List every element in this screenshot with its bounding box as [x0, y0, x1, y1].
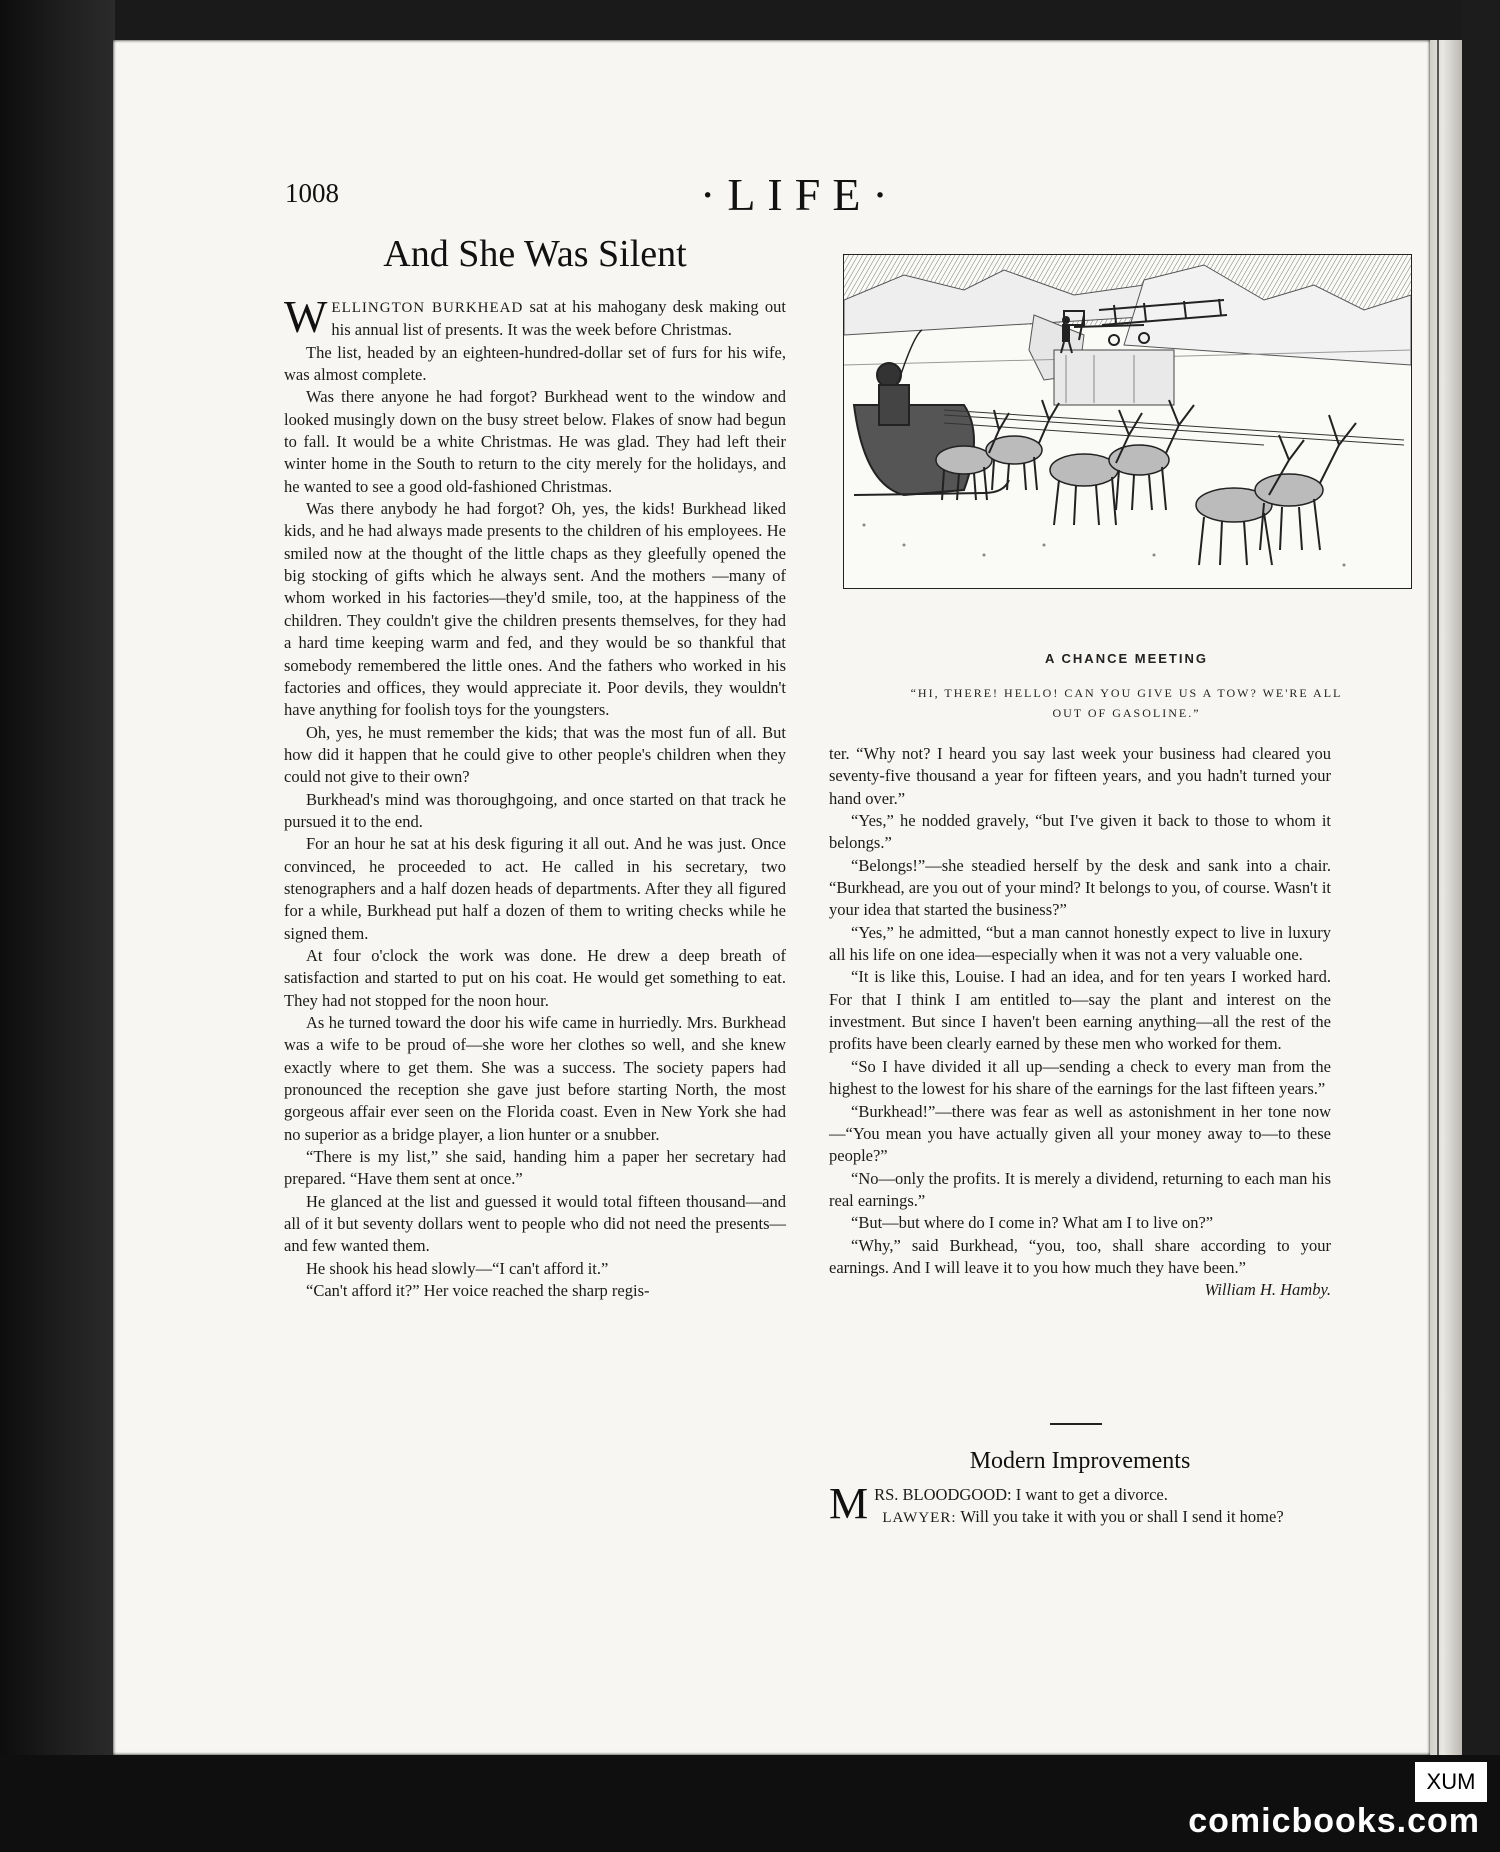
watermark-text: comicbooks.com [1188, 1802, 1480, 1840]
article-column-right [829, 743, 1331, 1302]
last-paragraph [829, 1235, 1331, 1300]
dialogue [829, 1479, 1331, 1530]
illustration-caption-text: “HI, THERE! HELLO! CAN YOU GIVE US A TOW? WE'RE ALL OUT OF GASOLINE.” [910, 686, 1343, 720]
gutter-line [1437, 40, 1439, 1755]
byline: William H. Hamby. [1204, 1280, 1331, 1300]
dialogue-line-2: Will you take it with you or shall I send it home? [956, 1507, 1284, 1527]
paragraph: At four o'clock the work was done. He drew a deep breath of satisfaction and started to put on his coat. He would get something to eat. They had not stopped for the noon hour. [284, 945, 786, 1010]
section-title: Modern Improvements [969, 1448, 1191, 1474]
paragraph: For an hour he sat at his desk figuring it all out. And he was just. Once convinced, he proceeded to act. He called in his secretary, two stenographers and a half dozen heads of departments. After they all figured for a while, Burkhead put half a dozen of them to writing checks while he signed them. [284, 834, 786, 943]
speaker-label: LAWYER: [882, 1510, 957, 1527]
paragraph: “No—only the profits. It is merely a dividend, returning to each man his real earnings.” [829, 1168, 1331, 1210]
paragraph: He glanced at the list and guessed it would total fifteen thousand—and all of it but seventy dollars went to people who did not need the presents—and few wanted them. [284, 1191, 786, 1256]
article-title: And She Was Silent [383, 233, 687, 275]
paragraph: “So I have divided it all up—sending a check to every man from the highest to the lowest for his share of the earnings for the last fifteen years.” [829, 1056, 1331, 1099]
paragraph: Was there anybody he had forgot? Oh, yes, the kids! Burkhead liked kids, and he had always made presents to the children of his employees. He smiled now at the thought of the little chaps as they gleefully opened the big stocking of gifts which he always sent. And the mothers —many of whom worked in his factories—they'd smile, too, at the happiness of the children. They couldn't give the children presents themselves, for they had a hard time keeping warm and fed, and they would be so thankful that somebody remembered the little ones. And the fathers who worked in his factories and offices, they would appreciate it. Poor devils, they wouldn't have anything for foolish toys for the youngsters. [284, 499, 786, 720]
paragraph: “Belongs!”—she steadied herself by the desk and sank into a chair. “Burkhead, are you out of your mind? It belongs to you, of course. Wasn't it your idea that started the business?” [829, 855, 1331, 920]
dialogue-line-1: RS. BLOODGOOD: I want to get a divorce. [874, 1485, 1168, 1504]
article-column-left [284, 291, 786, 1302]
scan-background-right [1462, 0, 1500, 1852]
lead-rest: sat at his mahogany desk making out his annual list of presents. It was the week before Christmas. [331, 297, 786, 340]
lead-smallcaps: ELLINGTON BURKHEAD [331, 300, 524, 316]
dropcap: M [829, 1479, 869, 1528]
paragraph: The list, headed by an eighteen-hundred-dollar set of furs for his wife, was almost complete. [284, 342, 786, 385]
page-number: 1008 [285, 178, 339, 208]
paragraph: “It is like this, Louise. I had an idea, and for ten years I worked hard. For that I think I am entitled to—say the plant and interest on the investment. But since I haven't been earning anything—all the rest of the profits have been clearly earned by these men who worked for them. [829, 967, 1331, 1054]
paragraph: “Burkhead!”—there was fear as well as astonishment in her tone now—“You mean you have actually given all your money away to—to these people?” [829, 1101, 1331, 1166]
paragraph: “There is my list,” she said, handing him a paper her secretary had prepared. “Have them sent at once.” [284, 1147, 786, 1189]
last-paragraph-text: “Why,” said Burkhead, “you, too, shall share according to your earnings. And I will leave it to you how much they have been.” [829, 1235, 1331, 1277]
illustration-reindeer-sleigh-airplane [843, 254, 1412, 589]
paragraph: “Yes,” he admitted, “but a man cannot honestly expect to live in luxury all his life on one idea—especially when it was not a very valuable one. [829, 922, 1331, 965]
watermark-box: XUM [1415, 1762, 1487, 1802]
paragraph: “Can't afford it?” Her voice reached the sharp regis- [306, 1281, 650, 1301]
paragraph: Oh, yes, he must remember the kids; that was the most fun of all. But how did it happen that he could give to other people's children when they could not give to their own? [284, 722, 786, 787]
scan-background-left [0, 0, 115, 1852]
paragraph: As he turned toward the door his wife came in hurriedly. Mrs. Burkhead was a wife to be proud of—she wore her clothes so well, and she knew exactly where to get them. She was a success. The society papers had pronounced the reception she gave just before starting North, the most gorgeous affair ever seen on the Florida coast. Even in New York she had no superior as a bridge player, a lion hunter or a snubber. [284, 1013, 786, 1144]
page-gutter [1430, 40, 1462, 1755]
paragraph: He shook his head slowly—“I can't afford it.” [306, 1258, 609, 1278]
paragraph: “Yes,” he nodded gravely, “but I've given it back to those to whom it belongs.” [829, 811, 1331, 853]
illustration-caption-title: A CHANCE MEETING [1045, 651, 1208, 666]
section-body [829, 1479, 1331, 1530]
lead-paragraph [284, 291, 786, 342]
paragraph: Burkhead's mind was thoroughgoing, and once started on that track he pursued it to the end. [284, 789, 786, 831]
section-divider [1050, 1423, 1102, 1425]
paragraph: “But—but where do I come in? What am I to live on?” [851, 1213, 1214, 1233]
dropcap: W [284, 291, 328, 342]
masthead: ·LIFE· [700, 169, 900, 220]
paragraph: Was there anyone he had forgot? Burkhead went to the window and looked musingly down on the busy street below. Flakes of snow had begun to fall. It would be a white Christmas. He was glad. They had left their winter home in the South to return to the city merely for the holidays, and he wanted to see a good old-fashioned Christmas. [284, 387, 786, 496]
paragraph: ter. “Why not? I heard you say last week your business had cleared you seventy-five thousand a year for fifteen years, and you hadn't turned your hand over.” [829, 744, 1331, 808]
